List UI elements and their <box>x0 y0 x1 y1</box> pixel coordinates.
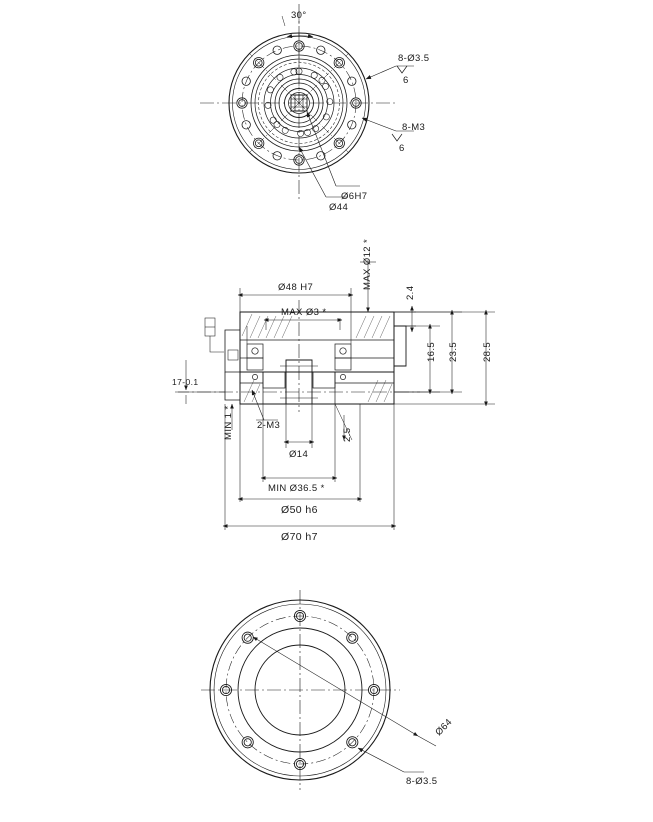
angle-30-label: 30° <box>291 10 307 21</box>
depth-6-a-label: 6 <box>403 75 409 86</box>
holes-8-phi3-5-bottom-label: 8-Ø3.5 <box>406 776 438 787</box>
max-phi12-label: MAX Ø12 * <box>362 238 373 290</box>
max-phi3-label: MAX Ø3 * <box>281 307 327 318</box>
dia-phi70-h7-label: Ø70 h7 <box>281 531 318 543</box>
depth-6-b-label: 6 <box>399 143 405 154</box>
dia-phi50-h6-label: Ø50 h6 <box>281 504 318 516</box>
bore-phi6-h7-label: Ø6H7 <box>341 191 368 202</box>
thread-8-m3-label: 8-M3 <box>402 122 426 133</box>
dim-23-5-label: 23.5 <box>448 341 459 362</box>
top-view <box>200 4 414 202</box>
dia-phi48-h7-label: Ø48 H7 <box>278 282 314 293</box>
min-1-label: MIN 1 * <box>223 405 234 440</box>
thread-2-m3-label: 2-M3 <box>257 420 281 431</box>
dim-16-5-label: 16.5 <box>426 341 437 362</box>
dim-17-0-01-label: 17-0.1 <box>172 377 199 387</box>
dia-phi14-label: Ø14 <box>289 449 309 460</box>
holes-8-phi3-5-label: 8-Ø3.5 <box>398 53 430 64</box>
min-phi36-5-label: MIN Ø36.5 * <box>268 483 325 494</box>
bottom-view <box>201 590 436 790</box>
dim-2-5-label: 2.5 <box>342 427 353 442</box>
dia-phi44-label: Ø44 <box>329 202 349 213</box>
dia-phi64-label: Ø64 <box>433 716 455 739</box>
section-view <box>175 260 495 530</box>
dim-28-5-label: 28.5 <box>482 341 493 362</box>
dim-2-4-label: 2.4 <box>405 285 416 300</box>
